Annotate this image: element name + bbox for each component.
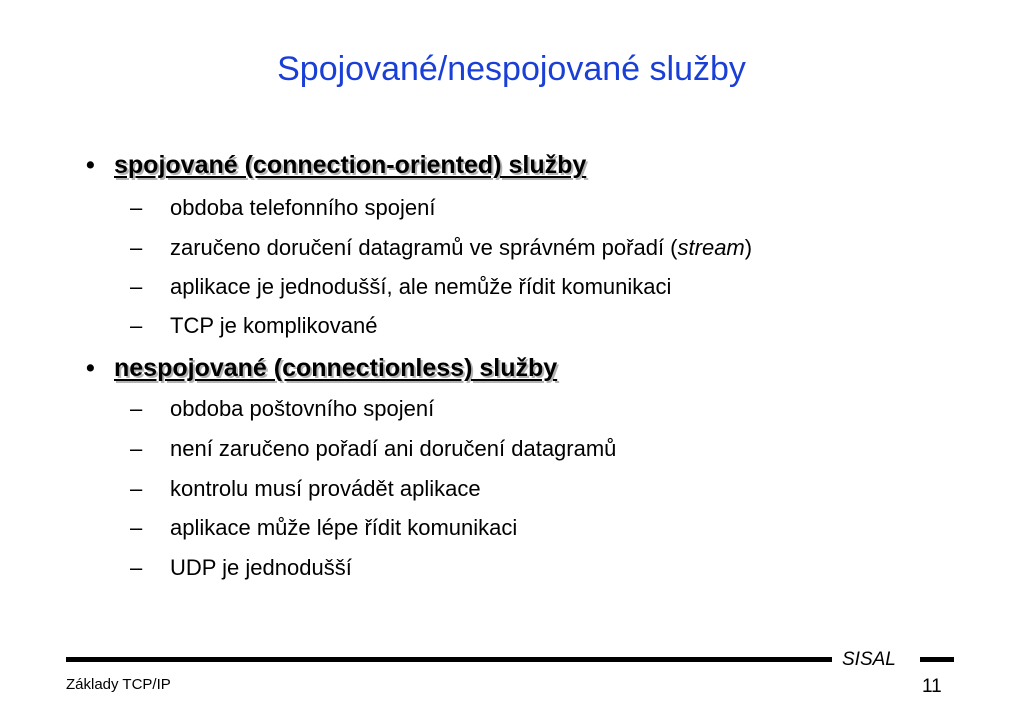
dash-icon: – (130, 313, 143, 338)
footer-rule (66, 657, 832, 662)
bullet-icon: • (86, 151, 95, 179)
dash-icon: – (130, 274, 143, 299)
list-item-text (170, 235, 752, 261)
list-item-text-italic: stream (677, 235, 745, 260)
list-item-text: UDP je jednodušší (170, 555, 352, 580)
dash-icon: – (130, 195, 143, 220)
list-item-text: obdoba poštovního spojení (170, 396, 435, 421)
list-item-text-suffix: ) (744, 235, 753, 260)
dash-icon: – (130, 235, 143, 260)
list-item-text: není zaručeno pořadí ani doručení datagramů (170, 436, 617, 461)
list-item-text: aplikace může lépe řídit komunikaci (170, 515, 518, 540)
heading-text: nespojované (connectionless) služby (114, 354, 558, 382)
list-item-text: aplikace je jednodušší, ale nemůže řídit komunikaci (170, 274, 672, 299)
footer-rule-right (920, 657, 954, 662)
footer-course-title: Základy TCP/IP (66, 676, 171, 693)
slide-title: Spojované/nespojované služby (277, 50, 746, 88)
dash-icon: – (130, 476, 143, 501)
list-item-text: obdoba telefonního spojení (170, 195, 436, 220)
heading-text: spojované (connection-oriented) služby (114, 151, 587, 179)
footer-brand: SISAL (842, 649, 896, 670)
bullet-icon: • (86, 354, 95, 382)
page-number: 11 (922, 676, 942, 697)
dash-icon: – (130, 555, 143, 580)
dash-icon: – (130, 515, 143, 540)
list-item-text-prefix: zaručeno doručení datagramů ve správném pořadí ( (170, 235, 678, 260)
list-item-text: kontrolu musí provádět aplikace (170, 476, 481, 501)
dash-icon: – (130, 396, 143, 421)
dash-icon: – (130, 436, 143, 461)
list-item-text: TCP je komplikované (170, 313, 378, 338)
